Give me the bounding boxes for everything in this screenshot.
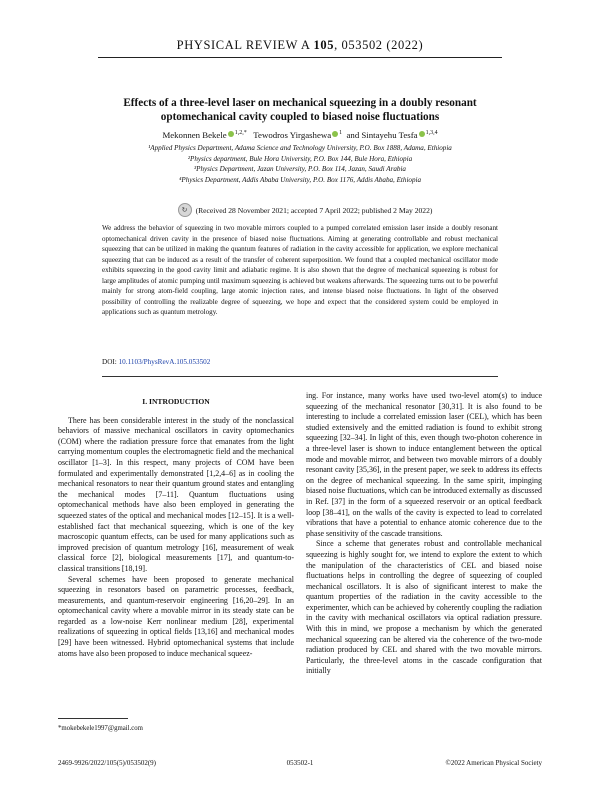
journal-name: PHYSICAL REVIEW A	[176, 38, 310, 52]
publication-dates	[150, 203, 460, 217]
journal-volume: 105	[313, 38, 335, 52]
orcid-icon[interactable]	[419, 131, 425, 137]
abstract-separator	[102, 376, 498, 377]
doi-link[interactable]: 10.1103/PhysRevA.105.053502	[118, 358, 211, 366]
footer-copyright: ©2022 American Physical Society	[445, 759, 542, 767]
right-column	[306, 391, 542, 677]
doi-line	[102, 358, 210, 366]
affiliation: ¹Applied Physics Department, Adama Science and Technology University, P.O. Box 1888, Adama, Ethiopia	[148, 144, 452, 152]
title-line: optomechanical cavity coupled to biased noise fluctuations	[160, 111, 440, 123]
author-list	[80, 130, 520, 140]
author-affil-marker: 1,3,4	[425, 130, 438, 137]
affiliation: ⁴Physics Department, Addis Ababa University, P.O. Box 1176, Addis Ababa, Ethiopia	[178, 175, 422, 184]
article-number: 053502 (2022)	[341, 38, 424, 52]
journal-header: PHYSICAL REVIEW A 105, 053502 (2022)	[176, 38, 424, 52]
body-paragraph: Since a scheme that generates robust and controllable mechanical squeezing is highly sought for, we intend to explore the extent to which the manipulation of the characteristics of CEL and biased noise fluctuations helps in controlling the degree of squeezing of coupled mechanical oscillators. It is also of significant interest to make the quantum properties of the radiation in the cavity accessible to the experimenter, which can be achieved by coherently coupling the radiation in the cavity with mechanical oscillators via optical radiation pressure. With this in mind, we propose a mechanism by which the generated mechanical squeezing can be altered via the coherence of the two-mode radiation produced by CEL and shared with the two movable mirrors. Particularly, the three-level atoms in the cascade configuration that initially	[306, 539, 542, 676]
corresponding-email[interactable]: *mokebekele1997@gmail.com	[58, 725, 143, 732]
author-name: and Sintayehu Tesfa	[346, 130, 418, 140]
received-text: (Received 28 November 2021; accepted 7 April 2022; published 2 May 2022)	[195, 205, 433, 215]
check-for-updates-icon[interactable]: ↻	[178, 203, 192, 217]
body-paragraph: There has been considerable interest in the study of the nonclassical behaviors of massive mechanical oscillators in cavity optomechanics (COM) where the radiation pressure force that emanates from the light carrying momentum couples the electromagnetic field and the mechanical oscillator [1–3]. In this respect, many projects of COM have been formulated and experimentally demonstrated [1,2,4–6] as in cooling the mechanical resonators to near their quantum ground states and entangling the mechanical modes [7–11]. Quantum fluctuations using optomechanical methods have also been employed in generating the squeezed states of the optical and mechanical modes [12–15]. It is a well-established fact that mechanical squeezing, which is one of the key macroscopic quantum effects, can be used for many applications such as improved precision of quantum metrology [16], measurement of weak classical force [2], biological measurements [17], and quantum-to-classical transitions [18,19].	[58, 415, 294, 573]
footer-issn: 2469-9926/2022/105(5)/053502(9)	[58, 759, 156, 767]
affiliation: ³Physics Department, Jazan University, P.O. Box 114, Jazan, Saudi Arabia	[194, 165, 406, 173]
author-affil-marker: 1	[339, 130, 343, 137]
orcid-icon[interactable]	[228, 131, 234, 137]
body-paragraph: ing. For instance, many works have used two-level atom(s) to induce squeezing of the mechanical resonator [30,31]. It is also found to be interesting to include a correlated emission laser (CEL), which has been studied extensively and the emitted radiation is found to exhibit strong squeezing [32–34]. In light of this, even though two-photon coherence in a three-level laser is shown to induce entanglement between the optical mode and movable mirror, and between two movable mirrors of a doubly resonant cavity [35,36], in the present paper, we seek to address its effects on the degree of mechanical squeezing. In the same spirit, impinging biased noise fluctuations, which can be introduced externally as discussed in Ref. [37] in the form of a squeezed reservoir or an optical feedback loop [38–41], on the walls of the cavity is expected to lead to correlated vibrations that have a potential to enhance atomic coherence due to the phase sensitivity of the cascade transitions.	[306, 391, 542, 538]
section-heading: I. INTRODUCTION	[142, 397, 210, 406]
abstract: We address the behavior of squeezing in two movable mirrors coupled to a pumped correlated emission laser inside a doubly resonant optomechanical driven cavity in the presence of biased noise fluctuations. Aiming at generating controllable and robust mechanical squeezing that can be utilized in making the quantum features of radiation in the cavity accessible for application, we explore mechanical squeezing that can be induced as a result of the transfer of coherent superposition. We found that a coupled mechanical oscillator mode exhibits squeezing in the good cavity limit and adiabatic regime. It is also shown that the degree of mechanical squeezing is robust for large amplitudes of atomic pumping until maximum squeezing is achieved but weakens afterwards. The squeezing turns out to be powerful mainly for strong atom-field coupling, large atomic injection rates, and intense biased noise fluctuations. In light of the observed possibility of controlling the realizable degree of squeezing, we hope and expect that the considered system could be employed in applications such as quantum metrology.	[102, 224, 498, 316]
author-affil-marker: 1,2,*	[234, 130, 247, 137]
affiliation: ²Physics department, Bule Hora University, P.O. Box 144, Bule Hora, Ethiopia	[187, 154, 413, 163]
author-name: Tewodros Yirgashewa	[253, 130, 332, 140]
affiliations	[70, 143, 530, 185]
author-name: Mekonnen Bekele	[162, 130, 227, 140]
orcid-icon[interactable]	[332, 131, 338, 137]
title-line: Effects of a three-level laser on mechanical squeezing in a doubly resonant	[123, 97, 477, 109]
paper-title	[90, 96, 510, 124]
doi-label: DOI:	[102, 358, 117, 366]
left-column	[58, 391, 294, 659]
footer-page-number: 053502-1	[286, 759, 314, 767]
footnote-rule	[58, 718, 128, 719]
body-paragraph: Several schemes have been proposed to generate mechanical squeezing in resonators based on parametric processes, feedback, measurements, and quantum-reservoir engineering [16,20–29]. In an optomechanical cavity where a movable mirror in its steady state can be regarded as a low-noise Kerr nonlinear medium [28], experimental realizations of squeezing in optical fields [13,16] and mechanical modes [29] have been witnessed. Hybrid optomechanical systems that include atoms have also been proposed to induce mechanical squeez-	[58, 574, 294, 658]
header-rule	[98, 57, 502, 58]
